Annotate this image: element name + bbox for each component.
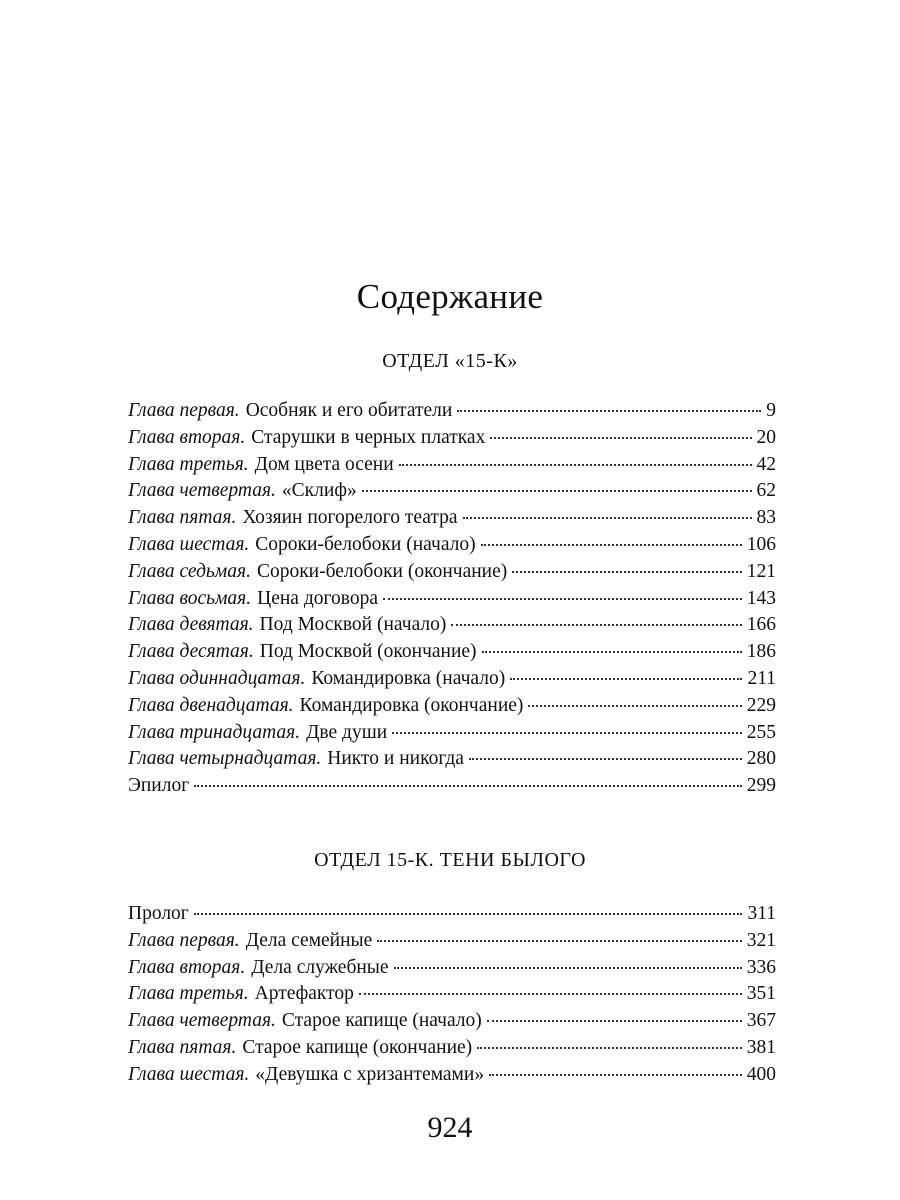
toc-entry xyxy=(128,955,776,982)
page-number-folio: 924 xyxy=(427,1111,473,1144)
toc-entry xyxy=(128,720,776,747)
chapter-label: Глава одиннадцатая. xyxy=(128,667,306,689)
toc-entry xyxy=(128,981,776,1008)
chapter-label: Глава пятая. xyxy=(128,507,237,529)
page-title: Содержание xyxy=(356,277,544,316)
dot-leader xyxy=(194,785,742,787)
chapter-label: Глава четвертая. xyxy=(128,1010,276,1032)
page-number: 186 xyxy=(746,641,776,663)
toc-entry xyxy=(128,666,776,693)
toc-entry xyxy=(128,425,776,452)
page-number: 255 xyxy=(746,721,776,743)
chapter-label: Глава девятая. xyxy=(128,614,254,636)
chapter-label: Глава четвертая. xyxy=(128,480,276,502)
page-number: 351 xyxy=(746,983,776,1005)
toc-entry xyxy=(128,773,776,800)
toc-entry xyxy=(128,901,776,928)
chapter-label: Глава десятая. xyxy=(128,641,254,663)
toc-list-section-2 xyxy=(128,901,776,1089)
dot-leader xyxy=(394,967,742,969)
chapter-title: Две души xyxy=(306,721,388,743)
chapter-title: Старое капище (окончание) xyxy=(242,1036,473,1058)
page-number: 336 xyxy=(746,956,776,978)
dot-leader xyxy=(512,571,741,573)
chapter-label: Глава первая. xyxy=(128,929,240,951)
page-number: 121 xyxy=(746,560,776,582)
page-number: 311 xyxy=(747,903,776,924)
chapter-title: Старое капище (начало) xyxy=(281,1010,482,1032)
page-number: 166 xyxy=(746,614,776,636)
dot-leader xyxy=(377,940,741,942)
chapter-title: «Склиф» xyxy=(281,480,357,502)
dot-leader xyxy=(451,624,741,626)
page-number: 9 xyxy=(766,400,776,421)
chapter-label: Глава третья. xyxy=(128,983,249,1005)
dot-leader xyxy=(383,598,742,600)
chapter-title: Дела семейные xyxy=(245,929,373,951)
dot-leader xyxy=(481,544,742,546)
chapter-title: Эпилог xyxy=(128,775,190,797)
chapter-title: Дела служебные xyxy=(251,956,389,978)
chapter-label: Глава двенадцатая. xyxy=(128,694,294,716)
chapter-label: Глава третья. xyxy=(128,453,249,475)
dot-leader xyxy=(359,993,742,995)
chapter-title: Дом цвета осени xyxy=(254,453,394,475)
dot-leader xyxy=(457,410,761,412)
chapter-title: Особняк и его обитатели xyxy=(245,400,453,421)
toc-entry xyxy=(128,1035,776,1062)
dot-leader xyxy=(489,1074,742,1076)
toc-entry xyxy=(128,398,776,425)
toc-entry xyxy=(128,612,776,639)
page-number: 62 xyxy=(756,480,776,502)
dot-leader xyxy=(469,758,742,760)
toc-entry xyxy=(128,639,776,666)
toc-entry xyxy=(128,559,776,586)
page-number: 211 xyxy=(747,667,776,689)
chapter-title: Под Москвой (начало) xyxy=(259,614,447,636)
page-number: 83 xyxy=(756,507,776,529)
dot-leader xyxy=(392,732,742,734)
section-heading: ОТДЕЛ 15-К. ТЕНИ БЫЛОГО xyxy=(314,849,586,871)
chapter-title: Сороки-белобоки (начало) xyxy=(255,533,476,555)
chapter-title: Командировка (окончание) xyxy=(299,694,524,716)
chapter-label: Глава седьмая. xyxy=(128,560,251,582)
dot-leader xyxy=(490,437,751,439)
chapter-label: Глава вторая. xyxy=(128,956,246,978)
toc-entry xyxy=(128,505,776,532)
page-number: 42 xyxy=(756,453,776,475)
page-number: 229 xyxy=(746,694,776,716)
chapter-label: Глава пятая. xyxy=(128,1036,237,1058)
toc-entry xyxy=(128,1062,776,1089)
toc-entry xyxy=(128,1008,776,1035)
section-heading: ОТДЕЛ «15-К» xyxy=(382,350,518,372)
toc-entry xyxy=(128,928,776,955)
chapter-label: Глава шестая. xyxy=(128,533,250,555)
dot-leader xyxy=(487,1020,742,1022)
dot-leader xyxy=(362,490,752,492)
page-number: 143 xyxy=(746,587,776,609)
chapter-title: Старушки в черных платках xyxy=(251,426,486,448)
chapter-label: Глава первая. xyxy=(128,400,240,421)
chapter-title: Пролог xyxy=(128,903,189,924)
chapter-label: Глава вторая. xyxy=(128,426,246,448)
page-number: 321 xyxy=(746,929,776,951)
chapter-title: Хозяин погорелого театра xyxy=(242,507,458,529)
toc-entry xyxy=(128,693,776,720)
dot-leader xyxy=(463,517,752,519)
chapter-title: Цена договора xyxy=(257,587,378,609)
chapter-label: Глава тринадцатая. xyxy=(128,721,301,743)
toc-list-section-1 xyxy=(128,398,776,800)
page-number: 367 xyxy=(746,1010,776,1032)
chapter-title: Артефактор xyxy=(254,983,354,1005)
dot-leader xyxy=(477,1047,742,1049)
toc-entry xyxy=(128,478,776,505)
chapter-title: «Девушка с хризантемами» xyxy=(255,1063,485,1085)
chapter-title: Сороки-белобоки (окончание) xyxy=(256,560,508,582)
dot-leader xyxy=(194,913,743,915)
page-number: 400 xyxy=(746,1063,776,1085)
chapter-label: Глава шестая. xyxy=(128,1063,250,1085)
toc-entry xyxy=(128,746,776,773)
dot-leader xyxy=(528,705,741,707)
toc-entry xyxy=(128,586,776,613)
toc-entry xyxy=(128,532,776,559)
dot-leader xyxy=(482,651,742,653)
page-number: 20 xyxy=(756,426,776,448)
chapter-label: Глава четырнадцатая. xyxy=(128,748,322,770)
page-number: 381 xyxy=(746,1036,776,1058)
dot-leader xyxy=(510,678,742,680)
chapter-title: Командировка (начало) xyxy=(311,667,506,689)
page-number: 106 xyxy=(746,533,776,555)
chapter-title: Под Москвой (окончание) xyxy=(259,641,477,663)
page-number: 280 xyxy=(746,748,776,770)
toc-entry xyxy=(128,452,776,479)
dot-leader xyxy=(399,464,752,466)
chapter-label: Глава восьмая. xyxy=(128,587,252,609)
page-number: 299 xyxy=(746,775,776,797)
chapter-title: Никто и никогда xyxy=(327,748,464,770)
